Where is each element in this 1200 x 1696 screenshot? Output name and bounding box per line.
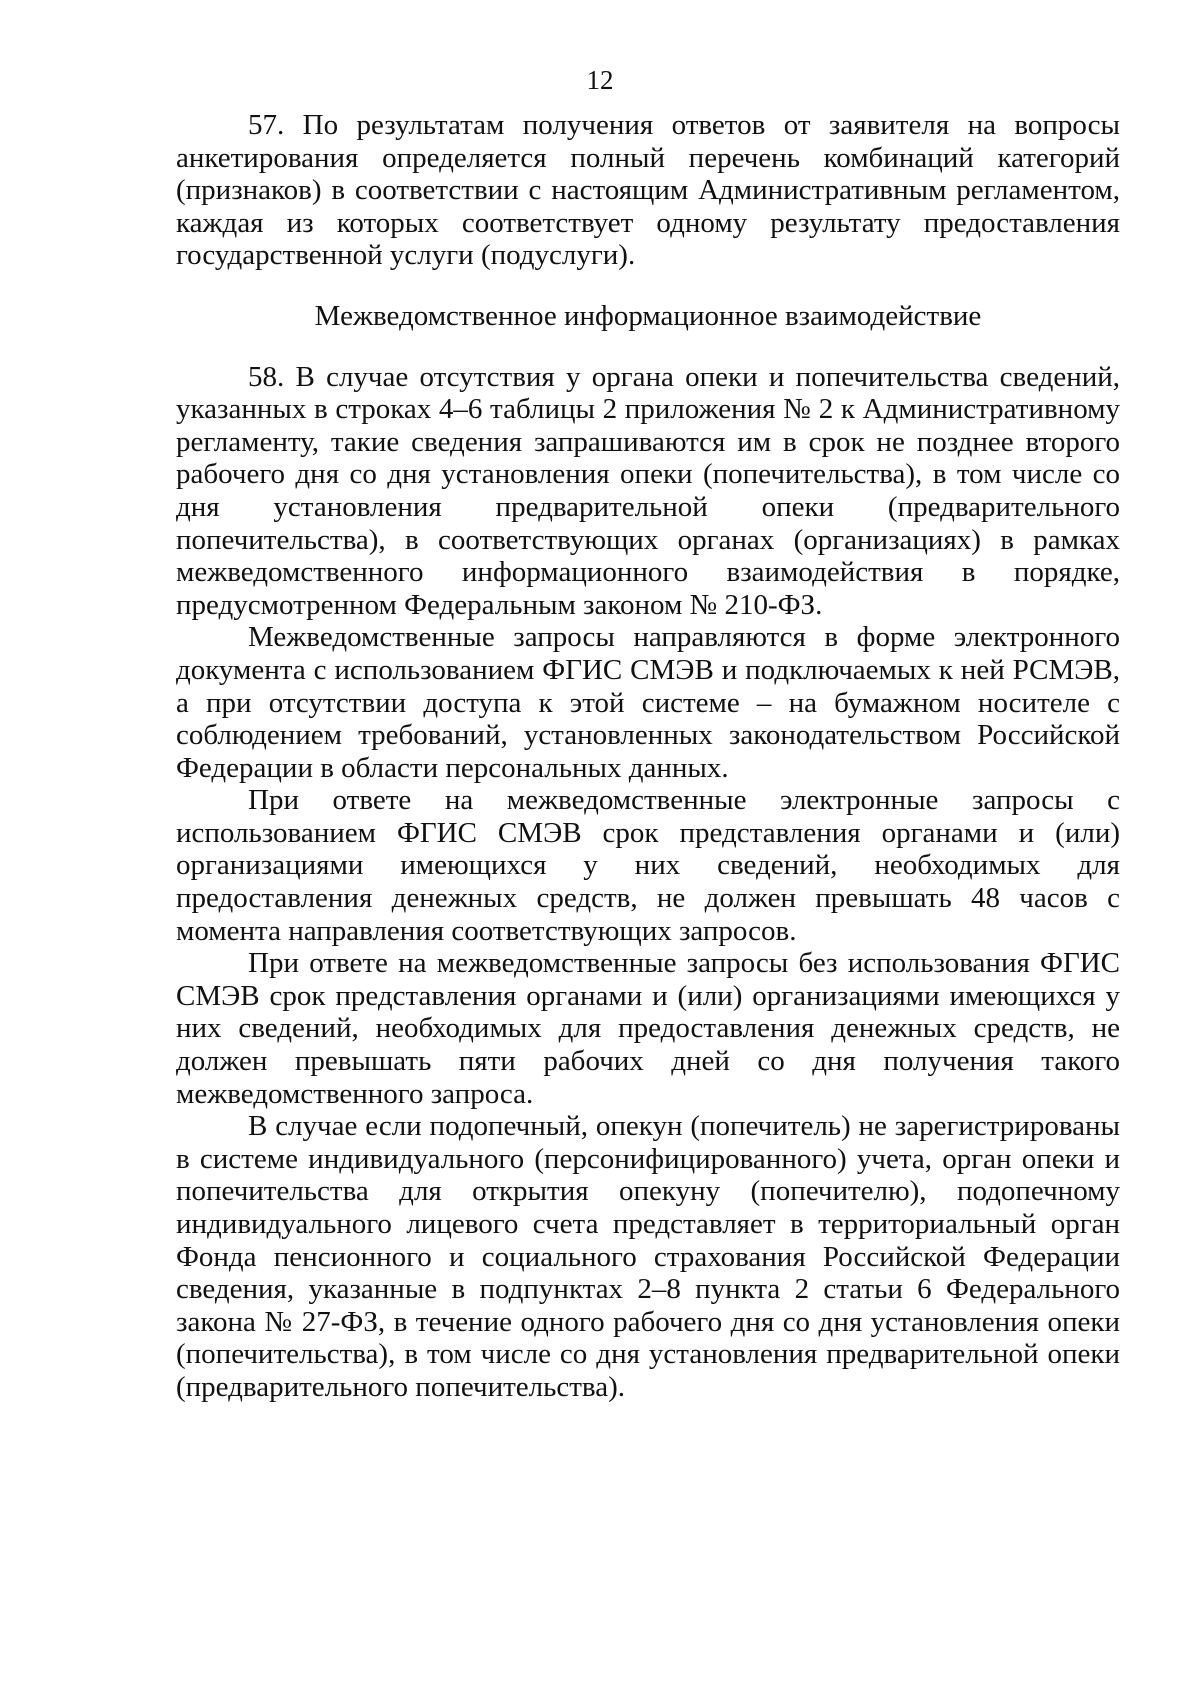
paragraph-personal-account: В случае если подопечный, опекун (попечитель) не зарегистрированы в системе индивидуального (персонифицированного) учета, орган опеки и попечительства для открытия опекуну (попечителю), подопечному индивидуального лицевого счета представляет в территориальный орган Фонда пенсионного и социального страхования Российской Федерации сведения, указанные в подпунктах 2–8 пункта 2 статьи 6 Федерального закона № 27-ФЗ, в течение одного рабочего дня со дня установления опеки (попечительства), в том числе со дня установления предварительной опеки (предварительного попечительства). (176, 1110, 1120, 1403)
paragraph-interagency-requests: Межведомственные запросы направляются в форме электронного документа с использованием ФГИС СМЭВ и подключаемых к ней РСМЭВ, а при отсутствии доступа к этой системе – на бумажном носителе с соблюдением требований, установленных законодательством Российской Федерации в области персональных данных. (176, 621, 1120, 784)
document-body (176, 109, 1120, 1404)
section-heading: Межведомственное информационное взаимодействие (314, 299, 982, 332)
paragraph-non-electronic-response-deadline: При ответе на межведомственные запросы без использования ФГИС СМЭВ срок представления органами и (или) организациями имеющихся у них сведений, необходимых для предоставления денежных средств, не должен превышать пяти рабочих дней со дня получения такого межведомственного запроса. (176, 947, 1120, 1110)
page-number: 12 (586, 65, 614, 95)
paragraph-57: 57. По результатам получения ответов от заявителя на вопросы анкетирования определяется полный перечень комбинаций категорий (признаков) в соответствии с настоящим Административным регламентом, каждая из которых соответствует одному результату предоставления государственной услуги (подуслуги). (176, 109, 1120, 272)
paragraph-electronic-response-deadline: При ответе на межведомственные электронные запросы с использованием ФГИС СМЭВ срок представления органами и (или) организациями имеющихся у них сведений, необходимых для предоставления денежных средств, не должен превышать 48 часов с момента направления соответствующих запросов. (176, 784, 1120, 947)
paragraph-58: 58. В случае отсутствия у органа опеки и попечительства сведений, указанных в строках 4–6 таблицы 2 приложения № 2 к Административному регламенту, такие сведения запрашиваются им в срок не позднее второго рабочего дня со дня установления опеки (попечительства), в том числе со дня установления предварительной опеки (предварительного попечительства), в соответствующих органах (организациях) в рамках межведомственного информационного взаимодействия в порядке, предусмотренном Федеральным законом № 210-ФЗ. (176, 360, 1120, 621)
